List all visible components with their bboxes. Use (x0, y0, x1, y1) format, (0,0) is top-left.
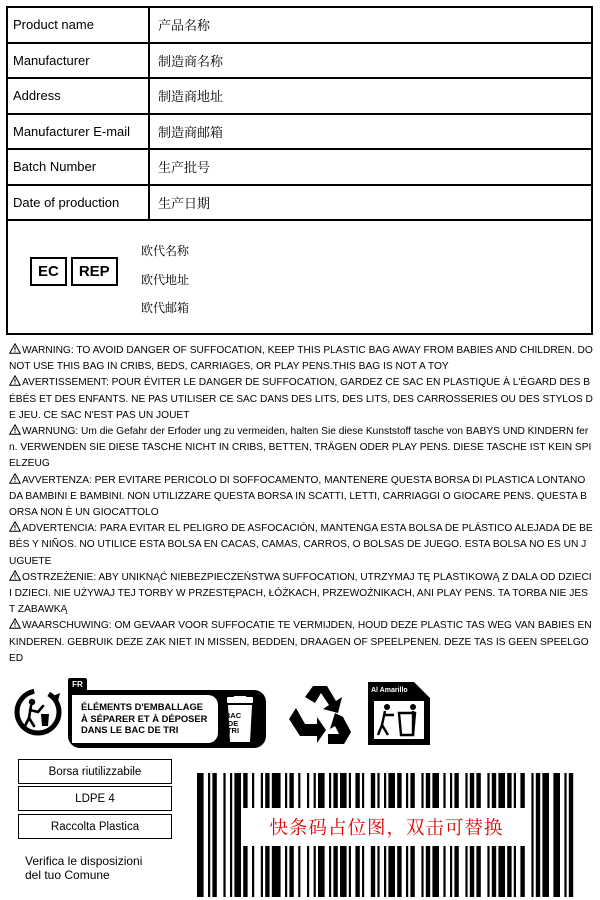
triman-icon (14, 688, 62, 736)
bin-label: BAC DE TRI (224, 711, 242, 735)
verifica-note: Verifica le disposizioni del tuo Comune (25, 854, 143, 882)
suffocation-warnings (9, 343, 593, 667)
product-info-table (6, 6, 593, 335)
warning-triangle-icon (9, 521, 21, 532)
fr-badge: FR (68, 678, 87, 691)
warning-en: WARNING: TO AVOID DANGER OF SUFFOCATION, KEEP THIS PLASTIC BAG AWAY FROM BABIES AND CHILDREN. DO NOT USE THIS BAG IN CRIBS, BEDS, CARRIAGES, OR PLAY PENS.THIS BAG IS NOT A TOY (9, 345, 593, 373)
spec-value: 生产日期 (158, 195, 211, 211)
ec-rep-email: 欧代邮箱 (141, 301, 190, 315)
warning-triangle-icon (9, 570, 21, 581)
warning-triangle-icon (9, 343, 21, 354)
spec-label: Batch Number (8, 150, 150, 184)
tri-line-1: ÉLÉMENTS D'EMBALLAGE (81, 701, 204, 712)
ec-rep-name: 欧代名称 (141, 244, 190, 258)
spec-row-date (8, 186, 591, 222)
reusable-bag-box: Borsa riutilizzabile (18, 759, 172, 784)
warning-pl: OSTRZEŻENIE: ABY UNIKNĄĆ NIEBEZPIECZEŃSTWA SUFFOCATION, UTRZYMAJ TĘ PLASTIKOWĄ Z DALA OD DZIECI I DZIECI. NIE UŻYWAJ TEJ TORBY W PRZESTĘPACH, ŁÓŻKACH, PRZEWOŹNIKACH, ANI PLAY PENS. TA TORBA NIE JEST ZABAWKĄ (9, 571, 592, 616)
spec-row-email (8, 115, 591, 151)
spec-row-product-name (8, 8, 591, 44)
spec-label: Manufacturer E-mail (8, 115, 150, 149)
warning-es: ADVERTENCIA: PARA EVITAR EL PELIGRO DE ASFOCACIÓN, MANTENGA ESTA BOLSA DE PLÁSTICO ALEJADA DE BEBÉS Y NIÑOS. NO UTILICE ESTA BOLSA EN CACAS, CAMAS, CARROS, O BOLSAS DE JUEGO. ESTA BOLSA NO ES UN JUGUETE (9, 523, 593, 567)
spec-label: Product name (8, 8, 150, 42)
amarillo-label: Al Amarillo (371, 687, 408, 694)
ec-rep-details (141, 237, 189, 323)
recycle-icon (286, 682, 354, 748)
warning-triangle-icon (9, 473, 21, 484)
ldpe-box: LDPE 4 (18, 786, 172, 811)
warning-triangle-icon (9, 618, 21, 629)
warning-triangle-icon (9, 424, 21, 435)
warning-it: AVVERTENZA: PER EVITARE PERICOLO DI SOFFOCAMENTO, MANTENERE QUESTA BORSA DI PLASTICA LONTANO DA BAMBINI E BAMBINI. NON UTILIZZARE QUESTA BORSA IN SCATTI, LETTI, CARRIAGGI O GIOCARE PENS. QUESTA BORSA NON È UN GIOCATTOLO (9, 474, 587, 519)
spec-label: Address (8, 79, 150, 113)
spec-value: 制造商地址 (158, 89, 224, 105)
spec-label: Manufacturer (8, 44, 150, 78)
spec-row-batch (8, 150, 591, 186)
tri-info-text (72, 695, 218, 743)
spec-value: 产品名称 (158, 18, 211, 34)
spec-label: Date of production (8, 186, 150, 220)
spec-value: 制造商邮箱 (158, 124, 224, 140)
ec-rep-symbol (30, 257, 118, 286)
plastic-collection-box: Raccolta Plastica (18, 814, 172, 839)
warning-triangle-icon (9, 375, 21, 386)
spec-value: 生产批号 (158, 160, 211, 176)
spec-value: 制造商名称 (158, 53, 224, 69)
tri-line-2: À SÉPARER ET À DÉPOSER (81, 712, 208, 724)
ec-rep-address: 欧代地址 (141, 272, 190, 287)
rep-label: REP (71, 257, 118, 286)
ec-rep-section (8, 221, 591, 333)
spec-row-manufacturer (8, 44, 591, 80)
barcode-placeholder-text[interactable]: 快条码占位图，双击可替换 (242, 808, 531, 846)
warning-nl: WAARSCHUWING: OM GEVAAR VOOR SUFFOCATIE TE VERMIJDEN, HOUD DEZE PLASTIC TAS WEG VAN BABIES EN KINDEREN. GEBRUIK DEZE ZAK NIET IN MISSEN, BEDDEN, DRAAGEN OF SPEELPENEN. DEZE TAS IS GEEN SPEELGOED (9, 620, 592, 664)
ec-label: EC (30, 257, 67, 286)
tri-line-3: DANS LE BAC DE TRI (81, 724, 179, 735)
spec-row-address (8, 79, 591, 115)
warning-de: WARNUNG: Um die Gefahr der Erfoder ung zu vermeiden, halten Sie diese Kunststoff tasche von BABYS UND KINDERN fern. VERWENDEN SIE DIESE TASCHE NICHT IN CRIBS, BETTEN, TRÄGEN ODER PLAY PENS. DIESE TASCHE IST KEIN SPIELZEUG (9, 426, 592, 470)
warning-fr: AVERTISSEMENT: POUR ÉVITER LE DANGER DE SUFFOCATION, GARDEZ CE SAC EN PLASTIQUE À L'ÉGARD DES BÉBÉS ET DES ENFANTS. NE PAS UTILISER CE SAC DANS DES LITS, DES LITS, DES CARROSSERIES OU DES STYLOS DE JEU. CE SAC N'EST PAS UN JOUET (9, 377, 593, 421)
